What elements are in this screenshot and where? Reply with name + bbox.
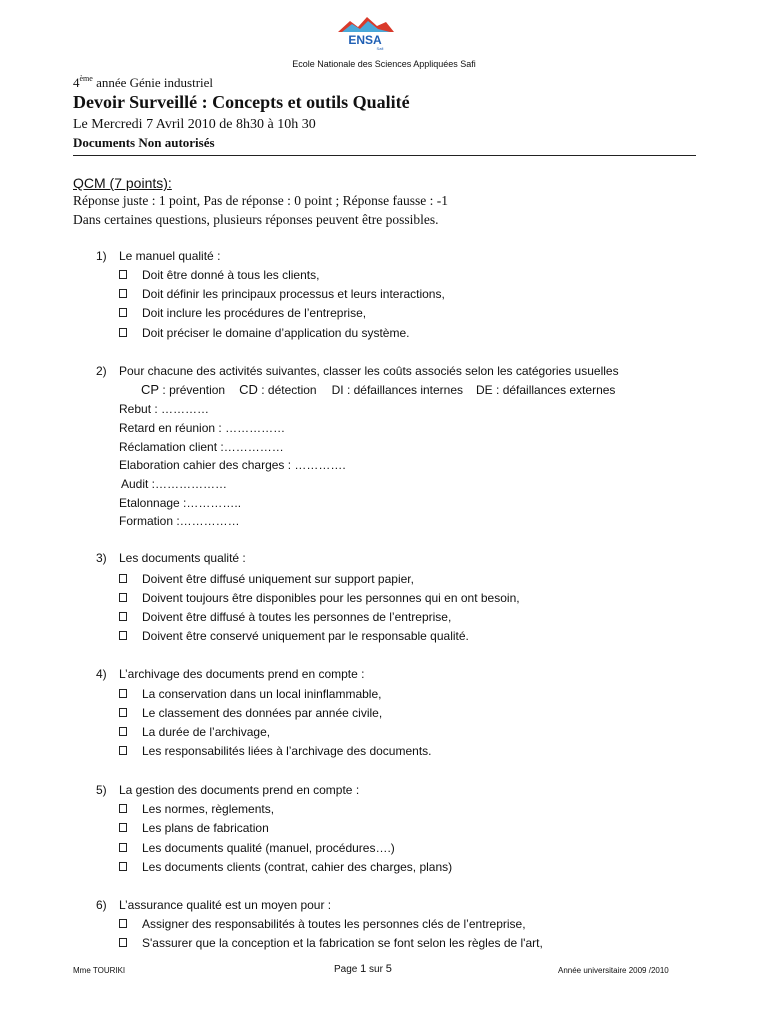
page-indicator [334, 963, 392, 975]
cost-line: Elaboration cahier des charges : …………. [119, 458, 346, 472]
option-label: Doivent être diffusé uniquement sur support papier, [142, 572, 414, 586]
option-label: Les responsabilités liées à l’archivage des documents. [142, 744, 432, 758]
legend-cp: CP [141, 382, 160, 397]
option-label: Doivent être conservé uniquement par le responsable qualité. [142, 629, 469, 643]
checkbox[interactable] [119, 727, 127, 736]
footer-author: Mme TOURIKI [73, 966, 126, 975]
option-label: Doivent toujours être disponibles pour les personnes qui en ont besoin, [142, 591, 520, 605]
question-text: L’assurance qualité est un moyen pour : [119, 898, 332, 912]
question-number: 6) [96, 898, 107, 912]
option-label: La conservation dans un local ininflammable, [142, 687, 382, 701]
option-label: Doit inclure les procédures de l’entreprise, [142, 306, 367, 320]
option-label: Les plans de fabrication [142, 821, 269, 835]
ensa-logo [334, 12, 396, 52]
checkbox[interactable] [119, 612, 127, 621]
exam-date: Le Mercredi 7 Avril 2010 de 8h30 à 10h 30 [73, 117, 316, 132]
question-text: L’archivage des documents prend en compte : [119, 667, 365, 681]
checkbox[interactable] [119, 708, 127, 717]
checkbox[interactable] [119, 746, 127, 755]
option-label: Doit définir les principaux processus et leurs interactions, [142, 287, 445, 301]
cost-line: Audit :……………… [121, 477, 228, 491]
checkbox[interactable] [119, 843, 127, 852]
question-text: Les documents qualité : [119, 551, 246, 565]
year-superscript: ème [79, 74, 93, 83]
footer-academic-year: Année universitaire 2009 /2010 [558, 966, 669, 975]
cost-line: Réclamation client :…………… [119, 440, 284, 454]
page-separator: sur [366, 964, 386, 975]
checkbox[interactable] [119, 593, 127, 602]
year-program: année Génie industriel [92, 75, 214, 90]
option-label: Le classement des données par année civile, [142, 706, 383, 720]
option-label: La durée de l’archivage, [142, 725, 271, 739]
checkbox[interactable] [119, 823, 127, 832]
checkbox[interactable] [119, 862, 127, 871]
question-text: La gestion des documents prend en compte : [119, 783, 360, 797]
school-name: Ecole Nationale des Sciences Appliquées Safi [292, 59, 476, 69]
option-label: Les normes, règlements, [142, 802, 275, 816]
page-title: Devoir Surveillé : Concepts et outils Qualité [73, 92, 410, 112]
page-number: 1 [360, 963, 367, 975]
checkbox[interactable] [119, 289, 127, 298]
question-number: 4) [96, 667, 107, 681]
checkbox[interactable] [119, 308, 127, 317]
qcm-heading: QCM (7 points): [73, 175, 172, 191]
option-label: Doivent être diffusé à toutes les personnes de l’entreprise, [142, 610, 452, 624]
checkbox[interactable] [119, 938, 127, 947]
question-number: 3) [96, 551, 107, 565]
option-label: Doit être donné à tous les clients, [142, 268, 320, 282]
legend-cp-text: : prévention [159, 383, 226, 397]
checkbox[interactable] [119, 689, 127, 698]
grading-rule: Réponse juste : 1 point, Pas de réponse : 0 point ; Réponse fausse : -1 [73, 193, 448, 208]
option-label: S'assurer que la conception et la fabrication se font selon les règles de l'art, [142, 936, 543, 950]
logo-subtext: Safi [376, 46, 384, 51]
option-label: Doit préciser le domaine d’application du système. [142, 326, 410, 340]
checkbox[interactable] [119, 270, 127, 279]
legend-di: DI : défaillances internes [331, 383, 464, 397]
logo-text: ENSA [348, 33, 382, 47]
cost-line: Formation :…………… [119, 514, 240, 528]
legend-cd-text: : détection [257, 383, 317, 397]
cost-line: Retard en réunion : …………… [119, 421, 286, 435]
instructions-rule: Dans certaines questions, plusieurs réponses peuvent être possibles. [73, 212, 439, 227]
page-prefix: Page [334, 964, 361, 975]
checkbox[interactable] [119, 328, 127, 337]
year-line [73, 74, 213, 91]
page-total: 5 [385, 963, 392, 975]
question-number: 5) [96, 783, 107, 797]
cost-line: Etalonnage :………….. [119, 496, 242, 510]
legend-cd: CD [239, 382, 258, 397]
option-label: Les documents qualité (manuel, procédures….) [142, 841, 395, 855]
ensa-logo-graphic [334, 12, 396, 52]
category-legend [141, 382, 615, 397]
checkbox[interactable] [119, 919, 127, 928]
checkbox[interactable] [119, 574, 127, 583]
checkbox[interactable] [119, 631, 127, 640]
checkbox[interactable] [119, 804, 127, 813]
question-number: 1) [96, 249, 107, 263]
year-number: 4 [73, 75, 80, 90]
legend-de: DE : défaillances externes [476, 383, 616, 397]
header-divider [73, 155, 696, 156]
question-number: 2) [96, 364, 107, 378]
question-text: Pour chacune des activités suivantes, classer les coûts associés selon les catégories usuelles [119, 364, 619, 378]
cost-line: Rebut : ………… [119, 402, 210, 416]
option-label: Les documents clients (contrat, cahier des charges, plans) [142, 860, 453, 874]
question-text: Le manuel qualité : [119, 249, 221, 263]
documents-note: Documents Non autorisés [73, 135, 215, 150]
option-label: Assigner des responsabilités à toutes les personnes clés de l’entreprise, [142, 917, 526, 931]
